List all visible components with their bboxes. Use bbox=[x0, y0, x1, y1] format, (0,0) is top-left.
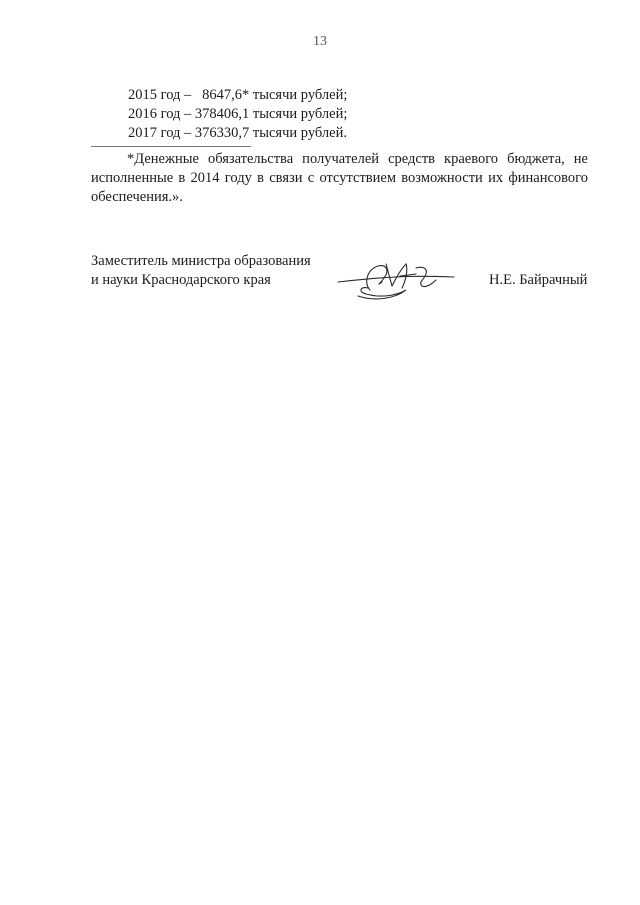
page-number: 13 bbox=[313, 34, 327, 49]
signatory-title-line-1: Заместитель министра образования bbox=[91, 253, 311, 269]
funding-line-2016: 2016 год – 378406,1 тысячи рублей; bbox=[128, 106, 348, 122]
signatory-title-line-2: и науки Краснодарского края bbox=[91, 272, 271, 288]
handwritten-signature bbox=[336, 256, 456, 306]
signatory-name: Н.Е. Байрачный bbox=[489, 272, 588, 288]
funding-line-2017: 2017 год – 376330,7 тысячи рублей. bbox=[128, 125, 347, 141]
footnote-separator bbox=[91, 146, 251, 147]
funding-line-2015: 2015 год – 8647,6* тысячи рублей; bbox=[128, 87, 348, 103]
footnote-text: *Денежные обязательства получателей средств краевого бюджета, не исполненные в 2014 году в связи с отсутствием возможности их финансового обеспечения.». bbox=[91, 151, 588, 205]
funding-list bbox=[128, 86, 347, 143]
signatory-title bbox=[91, 252, 311, 290]
